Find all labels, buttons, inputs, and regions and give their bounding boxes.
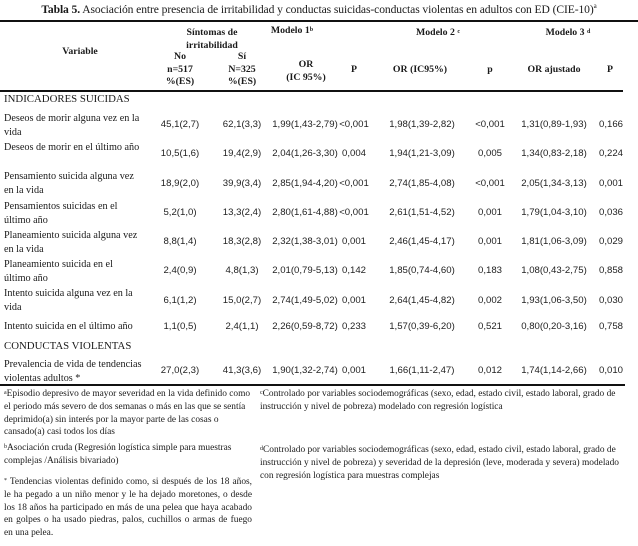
cell-p-1: 0,001 [341, 295, 366, 306]
row-variable: Pensamiento suicida alguna vez en la vida [4, 171, 134, 196]
footnote-b [4, 442, 254, 468]
cell-or-2: 2,74(1,85-4,08) [389, 178, 455, 189]
header-or-3: OR ajustado [527, 64, 581, 75]
header-p-3: P [607, 64, 613, 75]
table-label: Tabla 5. [41, 2, 81, 16]
cell-no: 18,9(2,0) [160, 178, 200, 189]
cell-or-1: 2,80(1,61-4,88) [272, 207, 338, 218]
row-variable: Prevalencia de vida de tendencias violentas adultos * [4, 359, 142, 384]
header-no-unit: %(ES) [165, 76, 195, 87]
table-title-footnote-mark: a [593, 2, 597, 10]
cell-p-2: <0,001 [475, 178, 505, 189]
cell-p-2: 0,521 [477, 321, 502, 332]
cell-or-1: 2,32(1,38-3,01) [272, 236, 338, 247]
cell-or-3: 1,31(0,89-1,93) [521, 119, 587, 130]
cell-p-1: 0,001 [341, 365, 366, 376]
section-title: INDICADORES SUICIDAS [4, 93, 130, 105]
cell-p-2: 0,001 [477, 207, 502, 218]
cell-or-3: 1,81(1,06-3,09) [521, 236, 587, 247]
row-variable: Planeamiento suicida en el último año [4, 259, 113, 284]
cell-p-3: 0,030 [598, 295, 623, 306]
cell-or-3: 1,79(1,04-3,10) [521, 207, 587, 218]
header-model-1-footnote-mark: b [309, 27, 314, 33]
header-rule [0, 90, 623, 92]
cell-or-3: 2,05(1,34-3,13) [521, 178, 587, 189]
header-no-label: No [174, 51, 186, 62]
header-model-1 [232, 25, 352, 38]
row-variable: Pensamientos suicidas en el último año [4, 201, 118, 226]
row-variable: Planeamiento suicida alguna vez en la vida [4, 230, 138, 255]
cell-p-2: 0,005 [477, 148, 502, 159]
cell-or-3: 1,93(1,06-3,50) [521, 295, 587, 306]
footnote-a-text: Episodio depresivo de mayor severidad en la vida definido como el periodo más severo de dos semanas o más en las que se sentía deprimido(a) sin interés por la mayor parte de las cosas o cansado(a) casi todos los días [4, 389, 251, 438]
cell-or-2: 2,46(1,45-4,17) [389, 236, 455, 247]
cell-or-1: 2,26(0,59-8,72) [272, 321, 338, 332]
cell-or-2: 1,94(1,21-3,09) [389, 148, 455, 159]
header-or-1-line1: OR [298, 59, 314, 70]
header-si-n: N=325 [228, 63, 256, 75]
cell-si: 18,3(2,8) [222, 236, 262, 247]
cell-p-3: 0,029 [598, 236, 623, 247]
header-model-3-footnote-mark: d [587, 29, 591, 35]
header-si-unit: %(ES) [227, 76, 257, 87]
cell-si: 19,4(2,9) [222, 148, 262, 159]
footnote-star [4, 476, 252, 540]
footnote-d [260, 444, 632, 482]
cell-or-3: 1,08(0,43-2,75) [521, 265, 587, 276]
cell-or-2: 1,57(0,39-6,20) [389, 321, 455, 332]
cell-p-1: 0,233 [341, 321, 366, 332]
header-p-1: P [351, 64, 357, 75]
cell-p-3: 0,036 [598, 207, 623, 218]
cell-si: 4,8(1,3) [225, 265, 259, 276]
table-title [0, 2, 638, 16]
header-irritability-line2: irritabilidad [186, 40, 238, 51]
cell-no: 8,8(1,4) [163, 236, 197, 247]
section-title: CONDUCTAS VIOLENTAS [4, 340, 132, 352]
footnote-c [260, 388, 630, 414]
row-variable: Intento suicida en el último año [4, 321, 133, 332]
cell-no: 10,5(1,6) [160, 148, 200, 159]
cell-p-2: <0,001 [475, 119, 505, 130]
header-no [150, 51, 210, 89]
header-model-3 [508, 27, 628, 40]
header-p-2: p [487, 64, 493, 75]
header-or-1-line2: (IC 95%) [286, 72, 326, 83]
cell-si: 62,1(3,3) [222, 119, 262, 130]
cell-p-3: 0,758 [598, 321, 623, 332]
cell-p-1: 0,004 [341, 148, 366, 159]
header-model-2-footnote-mark: c [457, 29, 461, 35]
footnote-b-text: Asociación cruda (Regresión logística simple para muestras complejas /Análisis bivariado) [4, 443, 232, 466]
cell-si: 15,0(2,7) [222, 295, 262, 306]
footnote-d-mark: d [260, 446, 263, 452]
cell-or-3: 0,80(0,20-3,16) [521, 321, 587, 332]
cell-no: 27,0(2,3) [160, 365, 200, 376]
cell-p-1: <0,001 [339, 178, 369, 189]
cell-si: 41,3(3,6) [222, 365, 262, 376]
footnote-d-text: Controlado por variables sociodemográficas (sexo, edad, estado civil, estado laboral, grado de instrucción y nivel de pobreza) y severidad de la depresión (leve, moderada y severa) modelado con regresión logística para muestras complejas [260, 445, 619, 481]
cell-si: 39,9(3,4) [222, 178, 262, 189]
cell-p-2: 0,001 [477, 236, 502, 247]
cell-no: 6,1(1,2) [163, 295, 197, 306]
cell-p-2: 0,183 [477, 265, 502, 276]
header-variable: Variable [62, 46, 98, 57]
cell-p-1: 0,142 [341, 265, 366, 276]
header-model-2 [378, 27, 498, 40]
header-model-2-label: Modelo 2 [415, 27, 455, 38]
header-model-3-label: Modelo 3 [545, 27, 585, 38]
cell-or-2: 1,85(0,74-4,60) [389, 265, 455, 276]
cell-no: 45,1(2,7) [160, 119, 200, 130]
cell-or-1: 1,90(1,32-2,74) [272, 365, 338, 376]
cell-p-1: <0,001 [339, 119, 369, 130]
footnote-c-text: Controlado por variables sociodemográficas (sexo, edad, estado civil, estado laboral, grado de instrucción y nivel de pobreza) modelado con regresión logística [260, 389, 616, 412]
cell-p-3: 0,858 [598, 265, 623, 276]
cell-or-2: 1,66(1,11-2,47) [389, 365, 455, 376]
cell-or-1: 2,01(0,79-5,13) [272, 265, 338, 276]
bottom-rule [0, 384, 625, 386]
table-caption: Asociación entre presencia de irritabilidad y conductas suicidas-conductas violentas en adultos con ED (CIE-10) [80, 2, 594, 16]
cell-or-2: 1,98(1,39-2,82) [389, 119, 455, 130]
cell-no: 2,4(0,9) [163, 265, 197, 276]
cell-si: 13,3(2,4) [222, 207, 262, 218]
cell-p-3: 0,001 [598, 178, 623, 189]
footnote-b-mark: b [4, 444, 7, 450]
cell-no: 1,1(0,5) [163, 321, 197, 332]
cell-p-1: 0,001 [341, 236, 366, 247]
header-si [212, 51, 272, 89]
header-si-label: Sí [237, 51, 247, 62]
cell-or-3: 1,74(1,14-2,66) [521, 365, 587, 376]
cell-or-1: 2,04(1,26-3,30) [272, 148, 338, 159]
top-rule [0, 20, 638, 22]
header-model-1-label: Modelo 1 [270, 25, 310, 36]
footnote-a-mark: a [4, 390, 7, 396]
cell-p-1: <0,001 [339, 207, 369, 218]
footnote-star-text: Tendencias violentas definido como, si después de los 18 años, le ha pegado a un niño menor y le ha dejado moretones, o desde los 18 años ha participado en más de una pelea que haya acabado en golpes o ha usado piedras, palos, cuchillos o armas de fuego en una pelea. [4, 477, 252, 539]
cell-no: 5,2(1,0) [163, 207, 197, 218]
cell-or-1: 2,85(1,94-4,20) [272, 178, 338, 189]
header-irritability-line1: Síntomas de [186, 27, 238, 38]
cell-p-2: 0,002 [477, 295, 502, 306]
cell-or-1: 1,99(1,43-2,79) [272, 119, 338, 130]
cell-p-3: 0,010 [598, 365, 623, 376]
cell-p-3: 0,166 [598, 119, 623, 130]
cell-si: 2,4(1,1) [225, 321, 259, 332]
footnote-c-mark: c [260, 390, 263, 396]
header-or-2: OR (IC95%) [392, 64, 448, 75]
cell-or-2: 2,64(1,45-4,82) [389, 295, 455, 306]
cell-or-2: 2,61(1,51-4,52) [389, 207, 455, 218]
header-or-1 [276, 58, 336, 84]
cell-p-2: 0,012 [477, 365, 502, 376]
footnote-star-mark: * [4, 478, 7, 484]
cell-p-3: 0,224 [598, 148, 623, 159]
header-no-n: n=517 [167, 63, 193, 75]
row-variable: Deseos de morir alguna vez en la vida [4, 113, 140, 138]
row-variable: Deseos de morir en el último año [4, 142, 140, 153]
footnote-a [4, 388, 254, 439]
cell-or-3: 1,34(0,83-2,18) [521, 148, 587, 159]
cell-or-1: 2,74(1,49-5,02) [272, 295, 338, 306]
row-variable: Intento suicida alguna vez en la vida [4, 288, 133, 313]
